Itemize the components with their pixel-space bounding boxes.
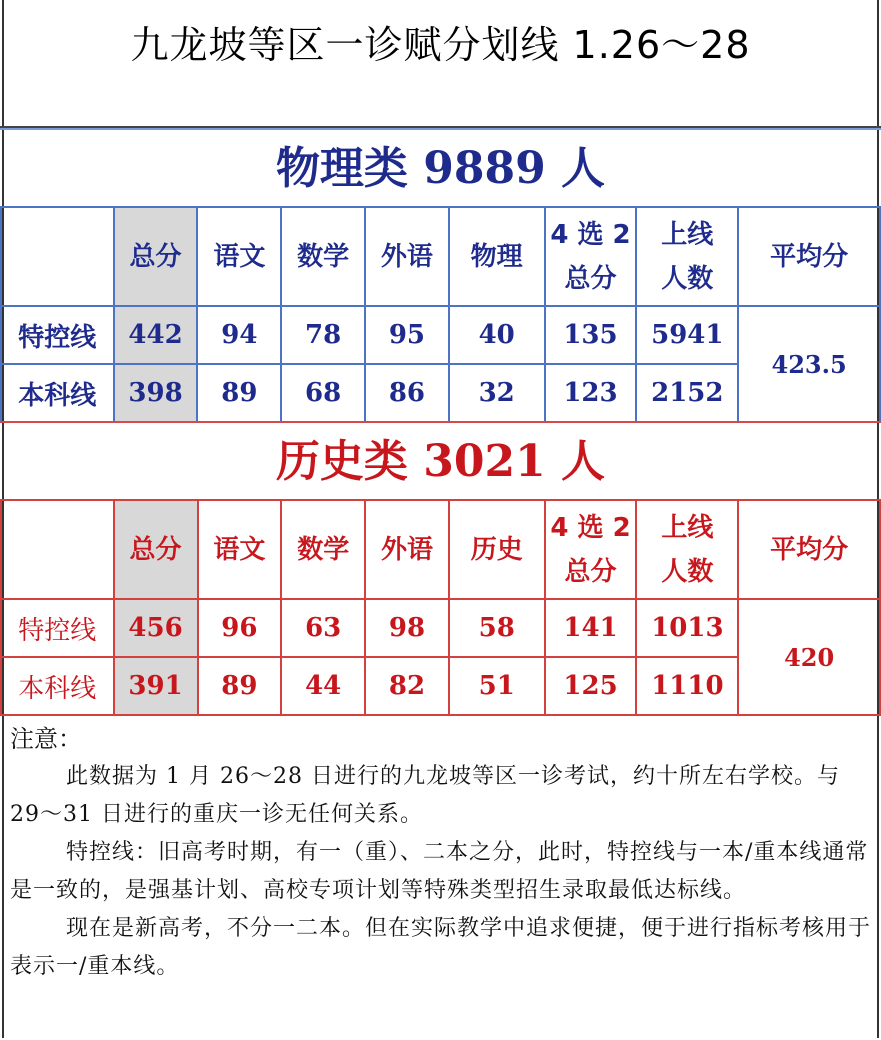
- table-row: [1, 599, 880, 657]
- notes-heading: 注意：: [10, 725, 82, 753]
- header-pass-line2: 人数: [661, 556, 714, 587]
- notes-paragraph: 特控线：旧高考时期，有一（重）、二本之分，此时，特控线与一本/重本线通常是一致的，是强基计划、高校专项计划等特殊类型招生录取最低达标线。: [10, 840, 869, 903]
- header-history: 历史: [449, 500, 545, 599]
- cell-total: 391: [114, 657, 198, 715]
- header-pass-line2: 人数: [661, 263, 714, 294]
- cell-pass-count: 1013: [636, 599, 738, 657]
- page-title: 九龙坡等区一诊赋分划线 1.26～28: [130, 23, 751, 67]
- cell-math: 78: [281, 306, 365, 364]
- header-pass-count: [636, 500, 738, 599]
- cell-elective: 125: [545, 657, 637, 715]
- cell-total: 456: [114, 599, 198, 657]
- cell-english: 95: [365, 306, 449, 364]
- header-chinese: 语文: [198, 500, 282, 599]
- header-average: 平均分: [738, 500, 880, 599]
- header-math: 数学: [281, 500, 365, 599]
- header-elective-line1: 4 选 2: [550, 512, 631, 543]
- physics-table: [0, 206, 881, 423]
- history-table: [0, 499, 881, 716]
- cell-elective: 123: [545, 364, 637, 422]
- table-row: [1, 306, 880, 364]
- row-label: 本科线: [1, 657, 114, 715]
- cell-subject: 32: [449, 364, 545, 422]
- header-elective-line2: 总分: [564, 263, 617, 294]
- header-english: 外语: [365, 500, 449, 599]
- history-header-row: [1, 500, 880, 599]
- cell-total: 398: [114, 364, 198, 422]
- cell-chinese: 89: [197, 364, 281, 422]
- cell-math: 44: [281, 657, 365, 715]
- notes-section: [10, 720, 876, 986]
- cell-english: 86: [365, 364, 449, 422]
- header-elective-total: [545, 207, 637, 306]
- header-total: 总分: [114, 207, 198, 306]
- header-english: 外语: [365, 207, 449, 306]
- cell-pass-count: 1110: [636, 657, 738, 715]
- cell-math: 68: [281, 364, 365, 422]
- cell-chinese: 94: [197, 306, 281, 364]
- cell-subject: 58: [449, 599, 545, 657]
- cell-chinese: 89: [198, 657, 282, 715]
- header-elective-line1: 4 选 2: [550, 219, 631, 250]
- corner-cell: [1, 500, 114, 599]
- cell-subject: 51: [449, 657, 545, 715]
- header-pass-line1: 上线: [661, 219, 714, 250]
- title-bar: [0, 0, 881, 128]
- cell-average: 420: [738, 599, 880, 715]
- cell-english: 82: [365, 657, 449, 715]
- cell-pass-count: 2152: [636, 364, 738, 422]
- header-chinese: 语文: [197, 207, 281, 306]
- cell-subject: 40: [449, 306, 545, 364]
- cell-elective: 141: [545, 599, 637, 657]
- cell-math: 63: [281, 599, 365, 657]
- row-label: 特控线: [1, 599, 114, 657]
- notes-paragraph: 现在是新高考，不分一二本。但在实际教学中追求便捷，便于进行指标考核用于表示一/重本线。: [10, 916, 872, 979]
- header-physics: 物理: [449, 207, 545, 306]
- row-label: 特控线: [1, 306, 114, 364]
- corner-cell: [1, 207, 114, 306]
- header-elective-line2: 总分: [564, 556, 617, 587]
- header-math: 数学: [281, 207, 365, 306]
- history-band: 历史类 3021 人: [0, 421, 881, 499]
- header-average: 平均分: [738, 207, 880, 306]
- cell-average: 423.5: [738, 306, 880, 422]
- cell-chinese: 96: [198, 599, 282, 657]
- cell-total: 442: [114, 306, 198, 364]
- header-total: 总分: [114, 500, 198, 599]
- cell-pass-count: 5941: [636, 306, 738, 364]
- physics-band: 物理类 9889 人: [0, 128, 881, 206]
- row-label: 本科线: [1, 364, 114, 422]
- cell-elective: 135: [545, 306, 637, 364]
- header-pass-count: [636, 207, 738, 306]
- physics-header-row: [1, 207, 880, 306]
- header-elective-total: [545, 500, 637, 599]
- cell-english: 98: [365, 599, 449, 657]
- notes-paragraph: 此数据为 1 月 26～28 日进行的九龙坡等区一诊考试，约十所左右学校。与 29～31 日进行的重庆一诊无任何关系。: [10, 764, 840, 827]
- header-pass-line1: 上线: [661, 512, 714, 543]
